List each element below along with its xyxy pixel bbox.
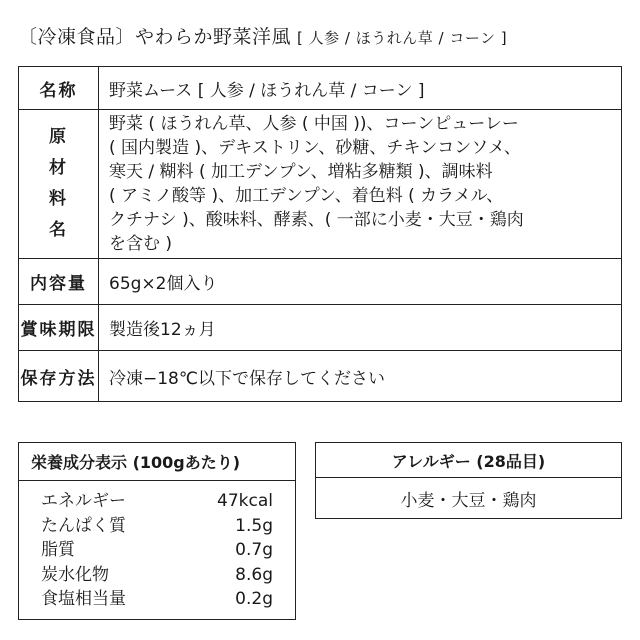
name-label: 名称: [19, 67, 99, 110]
spec-row-name: [19, 67, 622, 110]
nutrient-value: 8.6g: [235, 564, 273, 585]
product-spec-table: [18, 66, 622, 402]
nutrition-heading: 栄養成分表示 (100gあたり): [19, 443, 295, 481]
ingredients-line: ( アミノ酸等 )、加工デンプン、着色料 ( カラメル、: [109, 186, 504, 206]
nutrient-name: 炭水化物: [41, 564, 109, 585]
nutrient-value: 0.7g: [235, 540, 273, 560]
ingredients-label-char: 名: [49, 220, 68, 240]
ingredients-line: クチナシ )、酸味料、酵素、( 一部に小麦・大豆・鶏肉: [109, 210, 524, 230]
nutrition-list: [19, 481, 295, 612]
spec-row-expiry: [19, 305, 622, 351]
nutrition-row: [19, 489, 295, 514]
ingredients-label: [19, 110, 99, 259]
allergy-box: [315, 442, 622, 519]
nutrition-row: [19, 563, 295, 588]
ingredients-label-char: 原: [49, 127, 68, 147]
ingredients-line: 野菜 ( ほうれん草、人参 ( 中国 ))、コーンピューレー: [109, 114, 519, 134]
allergy-value: 小麦・大豆・鶏肉: [400, 490, 537, 511]
ingredients-label-char: 料: [49, 189, 68, 209]
spec-row-content: [19, 259, 622, 305]
storage-value: 冷凍−18℃以下で保存してください: [99, 351, 622, 402]
allergy-heading: アレルギー (28品目): [316, 443, 621, 478]
nutrition-row: [19, 514, 295, 539]
nutrient-name: 脂質: [41, 540, 75, 560]
product-title: [18, 22, 628, 49]
nutrient-name: たんぱく質: [41, 515, 126, 536]
product-title-main: 〔冷凍食品〕やわらか野菜洋風: [18, 26, 292, 48]
nutrient-value: 47kcal: [217, 491, 273, 511]
nutrition-row: [19, 587, 295, 612]
nutrient-name: エネルギー: [41, 491, 126, 511]
ingredients-line: を含む ): [109, 234, 173, 254]
content-label: 内容量: [19, 259, 99, 305]
content-value: 65g×2個入り: [99, 259, 622, 305]
product-title-variants: [ 人参 / ほうれん草 / コーン ]: [297, 29, 508, 47]
ingredients-label-char: 材: [49, 158, 68, 178]
expiry-value: 製造後12ヵ月: [99, 305, 622, 351]
spec-row-ingredients: [19, 110, 622, 259]
nutrition-row: [19, 538, 295, 563]
ingredients-line: 寒天 / 糊料 ( 加工デンプン、増粘多糖類 )、調味料: [109, 162, 493, 182]
expiry-label: 賞味期限: [19, 305, 99, 351]
name-value: 野菜ムース [ 人参 / ほうれん草 / コーン ]: [99, 67, 622, 110]
nutrient-name: 食塩相当量: [41, 589, 126, 609]
nutrient-value: 1.5g: [235, 515, 273, 536]
storage-label: 保存方法: [19, 351, 99, 402]
spec-row-storage: [19, 351, 622, 402]
ingredients-value: [99, 110, 622, 259]
nutrient-value: 0.2g: [235, 589, 273, 609]
nutrition-box: [18, 442, 296, 620]
ingredients-line: ( 国内製造 )、デキストリン、砂糖、チキンコンソメ、: [109, 138, 521, 158]
